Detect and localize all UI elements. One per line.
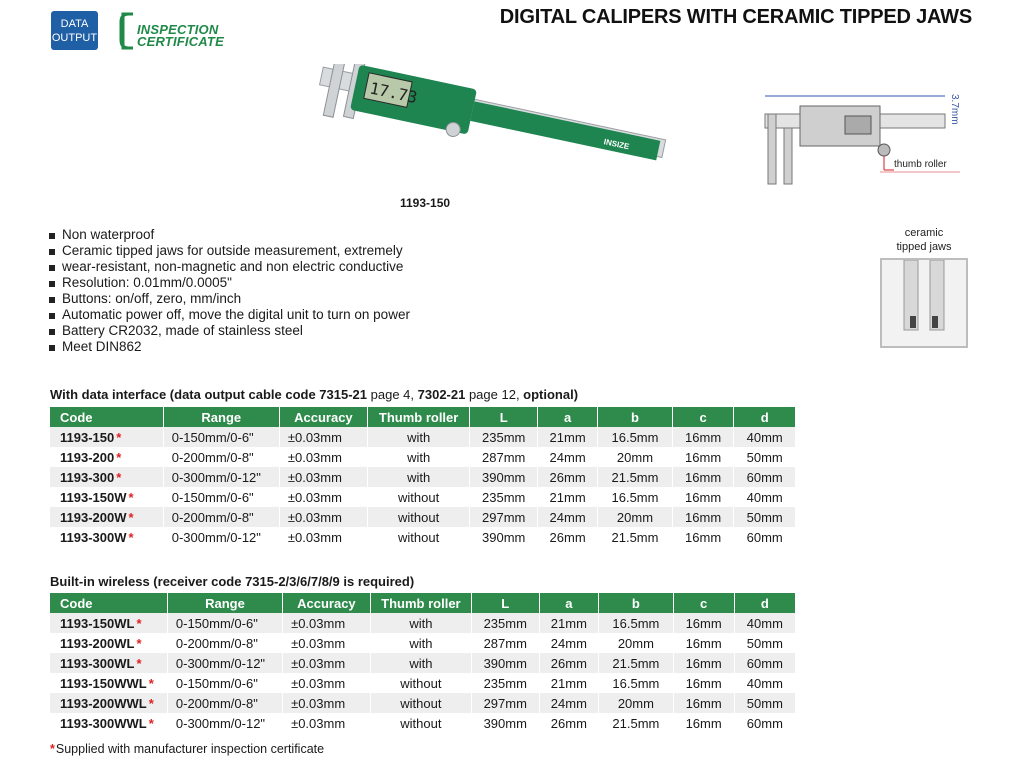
table-cell: ±0.03mm (279, 487, 367, 507)
table-cell: 16mm (672, 527, 734, 547)
column-header: b (598, 407, 673, 427)
certificate-star: * (136, 615, 142, 631)
column-header: Code (50, 407, 163, 427)
table-cell: with (370, 653, 471, 673)
data-output-badge (51, 11, 98, 50)
table-cell: 50mm (734, 633, 795, 653)
table-cell: ±0.03mm (283, 633, 371, 653)
table-cell: 16.5mm (598, 427, 673, 447)
table-cell: 0-150mm/0-6" (167, 673, 282, 693)
caliper-photo (305, 64, 675, 189)
table-cell: 50mm (734, 693, 795, 713)
table-row (50, 467, 796, 487)
table-cell: 60mm (734, 713, 795, 733)
column-header: c (672, 407, 734, 427)
column-header: a (539, 593, 599, 613)
jaws-label-2: tipped jaws (896, 241, 952, 253)
column-header: a (538, 407, 598, 427)
spec-table-wireless (50, 593, 796, 733)
product-code-cell (50, 467, 163, 487)
column-header: b (599, 593, 673, 613)
table-cell: 0-150mm/0-6" (163, 487, 279, 507)
product-code: 1193-300 (60, 469, 115, 485)
table-cell: 21.5mm (599, 713, 673, 733)
table-cell: 287mm (472, 633, 540, 653)
product-code: 1193-150 (60, 429, 115, 445)
product-code-cell (50, 653, 167, 673)
table-cell: 16mm (673, 633, 734, 653)
table-cell: 40mm (734, 487, 796, 507)
certificate-star: * (148, 715, 154, 731)
table-cell: 26mm (538, 527, 598, 547)
feature-item: Battery CR2032, made of stainless steel (48, 323, 410, 339)
table-cell: 26mm (538, 467, 598, 487)
table-cell: ±0.03mm (283, 693, 371, 713)
product-code: 1193-200WWL (60, 695, 147, 711)
feature-item: Non waterproof (48, 227, 410, 243)
table-cell: ±0.03mm (283, 653, 371, 673)
table-cell: 24mm (539, 693, 599, 713)
table-cell: 40mm (734, 673, 795, 693)
column-header: c (673, 593, 734, 613)
table-cell: 235mm (470, 427, 538, 447)
certificate-star: * (128, 489, 134, 505)
table-cell: 16mm (673, 673, 734, 693)
product-code: 1193-300W (60, 529, 127, 545)
table-row (50, 693, 796, 713)
product-code: 1193-300WL (60, 655, 135, 671)
column-header: Range (163, 407, 279, 427)
cert-line-1: INSPECTION (137, 22, 219, 37)
product-code-cell (50, 487, 163, 507)
column-header: L (472, 593, 540, 613)
column-header: Thumb roller (370, 593, 471, 613)
table-row (50, 653, 796, 673)
table-cell: 0-200mm/0-8" (167, 693, 282, 713)
table-cell: 50mm (734, 507, 796, 527)
table-cell: 21.5mm (598, 527, 673, 547)
display-value: 17.73 (368, 78, 420, 108)
table-cell: ±0.03mm (279, 447, 367, 467)
product-code-cell (50, 693, 167, 713)
feature-item: Automatic power off, move the digital unit to turn on power (48, 307, 410, 323)
jaws-label-1: ceramic (904, 227, 944, 239)
table-cell: ±0.03mm (283, 673, 371, 693)
table-row (50, 507, 796, 527)
table-cell: 390mm (472, 653, 540, 673)
product-code-cell (50, 447, 163, 467)
section1-head-part: With data interface (data output cable code 7315-21 (50, 387, 368, 402)
table-row (50, 447, 796, 467)
table-cell: 21.5mm (599, 653, 673, 673)
badge-line-2: OUTPUT (51, 31, 98, 44)
cert-line-2: CERTIFICATE (137, 34, 224, 49)
product-code-cell (50, 613, 167, 633)
table-cell: 287mm (470, 447, 538, 467)
badge-line-1: DATA (60, 17, 89, 30)
product-code: 1193-200W (60, 509, 127, 525)
table-cell: 60mm (734, 467, 796, 487)
ceramic-jaws-box (878, 226, 970, 356)
table-row (50, 673, 796, 693)
product-code: 1193-200 (60, 449, 115, 465)
certificate-star: * (148, 675, 154, 691)
spec-table-data-interface (50, 407, 796, 547)
feature-item: Buttons: on/off, zero, mm/inch (48, 291, 410, 307)
table-cell: 21mm (538, 487, 598, 507)
product-code-cell (50, 713, 167, 733)
product-code: 1193-200WL (60, 635, 135, 651)
table-cell: 16mm (672, 467, 734, 487)
table-cell: 16mm (672, 507, 734, 527)
table-cell: 20mm (598, 507, 673, 527)
table-cell: without (370, 673, 471, 693)
product-code-cell (50, 527, 163, 547)
feature-list (48, 227, 410, 355)
table-cell: 0-300mm/0-12" (167, 713, 282, 733)
footnote-text: Supplied with manufacturer inspection certificate (55, 742, 325, 756)
table-cell: without (370, 693, 471, 713)
certificate-star: * (116, 449, 122, 465)
table-cell: ±0.03mm (279, 527, 367, 547)
certificate-star: * (116, 469, 122, 485)
table-cell: 60mm (734, 527, 796, 547)
section-wireless-heading: Built-in wireless (receiver code 7315-2/3/6/7/8/9 is required) (50, 574, 415, 589)
thumb-roller-label: thumb roller (894, 159, 947, 170)
table-cell: 16mm (673, 713, 734, 733)
dimension-diagram (760, 84, 970, 194)
table-row (50, 487, 796, 507)
table-cell: 0-150mm/0-6" (167, 613, 282, 633)
column-header: Thumb roller (367, 407, 469, 427)
table-cell: without (370, 713, 471, 733)
column-header: Code (50, 593, 167, 613)
table-cell: with (367, 467, 469, 487)
table-cell: ±0.03mm (279, 427, 367, 447)
table-cell: ±0.03mm (283, 613, 371, 633)
table-cell: 24mm (538, 507, 598, 527)
table-cell: 297mm (470, 507, 538, 527)
dimension-label: 3.7mm (949, 94, 960, 125)
table-row (50, 713, 796, 733)
table-cell: 16mm (673, 693, 734, 713)
table-cell: 16.5mm (598, 487, 673, 507)
page-title: DIGITAL CALIPERS WITH CERAMIC TIPPED JAWS (499, 6, 972, 28)
table-cell: 16mm (672, 427, 734, 447)
certificate-star: * (136, 655, 142, 671)
table-cell: without (367, 507, 469, 527)
table-cell: ±0.03mm (279, 507, 367, 527)
section1-head-part: 7302-21 (417, 387, 466, 402)
jaws-image (880, 258, 968, 348)
table-cell: 0-200mm/0-8" (163, 447, 279, 467)
footnote (50, 742, 324, 756)
product-code: 1193-150WL (60, 615, 135, 631)
table-cell: 0-300mm/0-12" (167, 653, 282, 673)
feature-item: Meet DIN862 (48, 339, 410, 355)
table-cell: 21mm (538, 427, 598, 447)
column-header: Range (167, 593, 282, 613)
table-cell: with (370, 613, 471, 633)
table-cell: with (367, 447, 469, 467)
table-cell: 16.5mm (599, 673, 673, 693)
feature-item-continuation: wear-resistant, non-magnetic and non electric conductive (62, 259, 404, 274)
table-cell: with (370, 633, 471, 653)
certificate-star: * (128, 509, 134, 525)
table-cell: 16mm (673, 613, 734, 633)
table-cell: 0-300mm/0-12" (163, 467, 279, 487)
footnote-star: * (50, 742, 55, 756)
product-code-cell (50, 427, 163, 447)
table-cell: without (367, 527, 469, 547)
column-header: d (734, 593, 795, 613)
column-header: d (734, 407, 796, 427)
brand-text: INSIZE (603, 137, 631, 152)
feature-item: Resolution: 0.01mm/0.0005" (48, 275, 410, 291)
certificate-star: * (128, 529, 134, 545)
table-row (50, 427, 796, 447)
table-cell: 21.5mm (598, 467, 673, 487)
feature-item: Ceramic tipped jaws for outside measurement, extremely (48, 243, 410, 259)
table-cell: 0-150mm/0-6" (163, 427, 279, 447)
table-cell: 297mm (472, 693, 540, 713)
table-cell: without (367, 487, 469, 507)
table-cell: 24mm (539, 633, 599, 653)
table-cell: 26mm (539, 713, 599, 733)
table-cell: 235mm (472, 613, 540, 633)
table-cell: 0-200mm/0-8" (167, 633, 282, 653)
table-cell: 390mm (472, 713, 540, 733)
table-cell: 40mm (734, 427, 796, 447)
section1-head-part: page 4, (367, 387, 418, 402)
column-header: Accuracy (279, 407, 367, 427)
table-cell: ±0.03mm (279, 467, 367, 487)
table-cell: ±0.03mm (283, 713, 371, 733)
column-header: Accuracy (283, 593, 371, 613)
table-cell: with (367, 427, 469, 447)
table-row (50, 633, 796, 653)
table-cell: 0-300mm/0-12" (163, 527, 279, 547)
table-cell: 20mm (599, 633, 673, 653)
table-cell: 0-200mm/0-8" (163, 507, 279, 527)
table-cell: 60mm (734, 653, 795, 673)
table-cell: 235mm (470, 487, 538, 507)
table-cell: 26mm (539, 653, 599, 673)
section1-head-part: optional) (523, 387, 579, 402)
table-cell: 16.5mm (599, 613, 673, 633)
inspection-certificate-text (137, 24, 224, 48)
table-cell: 20mm (599, 693, 673, 713)
table-cell: 390mm (470, 527, 538, 547)
table-cell: 40mm (734, 613, 795, 633)
table-cell: 235mm (472, 673, 540, 693)
section-data-interface-heading (50, 387, 578, 402)
table-cell: 20mm (598, 447, 673, 467)
table-cell: 21mm (539, 613, 599, 633)
section1-head-part: page 12, (465, 387, 524, 402)
feature-item (48, 259, 410, 275)
table-cell: 16mm (673, 653, 734, 673)
table-row (50, 527, 796, 547)
certificate-star: * (116, 429, 122, 445)
table-cell: 50mm (734, 447, 796, 467)
table-cell: 390mm (470, 467, 538, 487)
table-cell: 16mm (672, 447, 734, 467)
table-row (50, 613, 796, 633)
table-cell: 21mm (539, 673, 599, 693)
table-cell: 16mm (672, 487, 734, 507)
certificate-star: * (136, 635, 142, 651)
product-code-cell (50, 633, 167, 653)
product-code-cell (50, 507, 163, 527)
column-header: L (470, 407, 538, 427)
product-code-cell (50, 673, 167, 693)
product-code: 1193-150WWL (60, 675, 147, 691)
product-code: 1193-150W (60, 489, 127, 505)
certificate-star: * (148, 695, 154, 711)
table-cell: 24mm (538, 447, 598, 467)
photo-caption: 1193-150 (400, 196, 451, 210)
product-code: 1193-300WWL (60, 715, 147, 731)
